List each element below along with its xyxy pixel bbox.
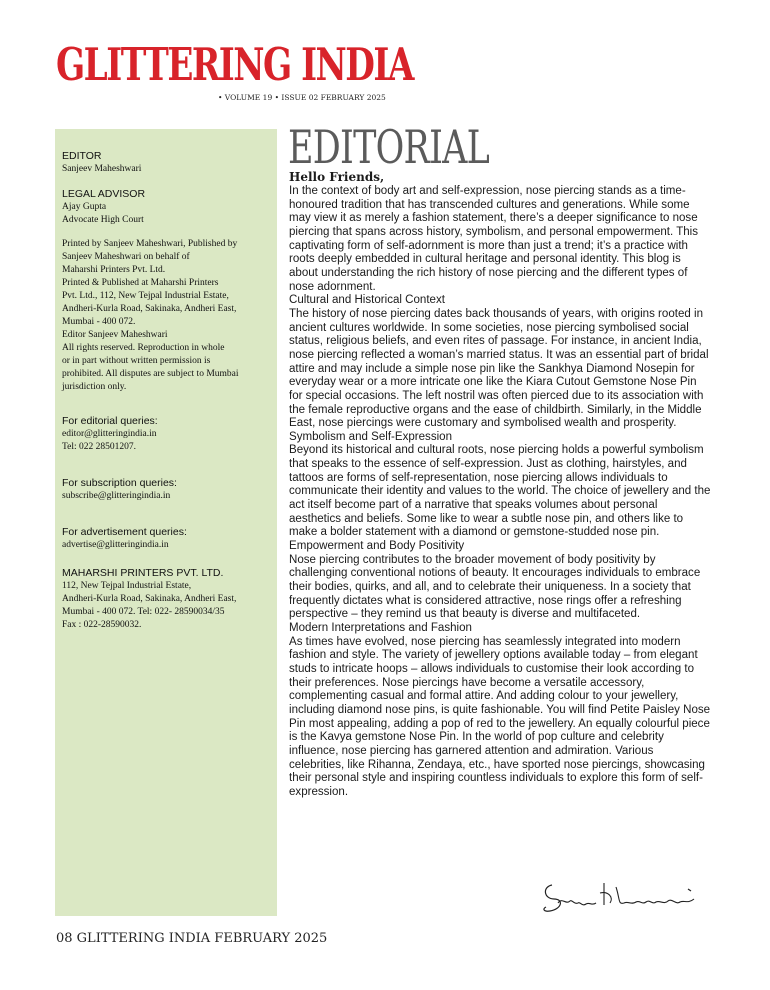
imprint-line: Andheri-Kurla Road, Sakinaka, Andheri East, bbox=[62, 304, 237, 314]
printer-block bbox=[62, 566, 269, 632]
imprint-line: Maharshi Printers Pvt. Ltd. bbox=[62, 265, 166, 275]
signature-image bbox=[538, 875, 718, 917]
subscription-email-link[interactable]: subscribe@glitteringindia.in bbox=[62, 491, 171, 501]
section-title: Symbolism and Self-Expression bbox=[289, 430, 453, 443]
imprint-line: or in part without written permission is bbox=[62, 356, 211, 366]
section-body: Beyond its historical and cultural roots, nose piercing holds a powerful symbolism that speaks to the essence of self-expression. Just as clothing, hairstyles, and tattoos are forms of self-representation, nose piercing allows individuals to communicate their identity and values to the world. The choice of jewellery and the act itself become part of a narrative that speaks volumes about personal aesthetics and beliefs. Some like to wear a subtle nose pin, and others like to make a bolder statement with a diamond or gemstone-studded nose pin. bbox=[289, 444, 711, 539]
subscription-queries-heading: For subscription queries: bbox=[62, 477, 177, 489]
imprint-line: Printed & Published at Maharshi Printers bbox=[62, 278, 219, 288]
imprint-line: Sanjeev Maheshwari on behalf of bbox=[62, 252, 190, 262]
printer-line: Fax : 022-28590032. bbox=[62, 620, 142, 630]
legal-advisor-title: Advocate High Court bbox=[62, 215, 144, 225]
sidebar bbox=[55, 129, 277, 916]
greeting: Hello Friends, bbox=[289, 170, 385, 184]
printer-line: Mumbai - 400 072. Tel: 022- 28590034/35 bbox=[62, 607, 225, 617]
editorial-queries-heading: For editorial queries: bbox=[62, 415, 158, 427]
advertisement-queries-heading: For advertisement queries: bbox=[62, 526, 187, 538]
editorial-heading: EDITORIAL bbox=[288, 120, 490, 174]
section-title: Empowerment and Body Positivity bbox=[289, 540, 465, 553]
imprint-line: jurisdiction only. bbox=[62, 382, 127, 392]
masthead-title: GLITTERING INDIA bbox=[56, 38, 413, 91]
section-title: Cultural and Historical Context bbox=[289, 294, 445, 307]
page-footer: 08 GLITTERING INDIA FEBRUARY 2025 bbox=[56, 931, 328, 946]
imprint-line: Printed by Sanjeev Maheshwari, Published by bbox=[62, 239, 238, 249]
printer-line: Andheri-Kurla Road, Sakinaka, Andheri East, bbox=[62, 594, 237, 604]
subscription-queries-block bbox=[62, 476, 269, 503]
editor-heading: EDITOR bbox=[62, 150, 102, 162]
editor-block bbox=[62, 149, 269, 176]
editor-name: Sanjeev Maheshwari bbox=[62, 164, 142, 174]
imprint-block bbox=[62, 238, 269, 394]
section-body: The history of nose piercing dates back thousands of years, with origins rooted in ancient cultures worldwide. In some societies, nose piercing symbolised social status, religious beliefs, and even rites of passage. For instance, in ancient India, nose piercing reflected a woman’s married status. It was an essential part of bridal attire and may include a simple nose pin like the Sankhya Diamond Nosepin for everyday wear or a more intricate one like the Kiara Cutout Gemstone Nose Pin for special occasions. The left nostril was often pierced due to its association with the female reproductive organs and the ease of childbirth. Similarly, in the Middle East, nose piercings were customary and symbolised wealth and prosperity. bbox=[289, 307, 709, 430]
imprint-line: Mumbai - 400 072. bbox=[62, 317, 136, 327]
legal-advisor-name: Ajay Gupta bbox=[62, 202, 107, 212]
imprint-line: All rights reserved. Reproduction in whole bbox=[62, 343, 225, 353]
editorial-tel: Tel: 022 28501207. bbox=[62, 442, 137, 452]
printer-heading: MAHARSHI PRINTERS PVT. LTD. bbox=[62, 567, 224, 579]
editorial-email-link[interactable]: editor@glitteringindia.in bbox=[62, 429, 157, 439]
section-title: Modern Interpretations and Fashion bbox=[289, 622, 472, 634]
section-body: Nose piercing contributes to the broader movement of body positivity by challenging conventional notions of beauty. It encourages individuals to embrace their bodies, quirks, and all, and to celebrate their uniqueness. In a society that frequently dictates what is considered attractive, nose rings offer a refreshing perspective – they remind us that beauty is diverse and multifaceted. bbox=[289, 553, 701, 621]
legal-advisor-block bbox=[62, 187, 269, 227]
editorial-article bbox=[289, 170, 711, 800]
editorial-queries-block bbox=[62, 414, 269, 454]
imprint-line: Pvt. Ltd., 112, New Tejpal Industrial Estate, bbox=[62, 291, 229, 301]
intro-paragraph: In the context of body art and self-expression, nose piercing stands as a time-honoured tradition that has transcended cultures and generations. While some may view it as merely a fashion statement, there’s a deeper significance to nose piercing that spans across history, symbolism, and personal empowerment. This captivating form of self-adornment is more than just a trend; it’s a practice with roots deeply embedded in cultural heritage and personal identity. This blog is about understanding the rich history of nose piercing and the different types of nose adornment. bbox=[289, 185, 699, 293]
imprint-line: Editor Sanjeev Maheshwari bbox=[62, 330, 168, 340]
printer-line: 112, New Tejpal Industrial Estate, bbox=[62, 581, 192, 591]
advertisement-email-link[interactable]: advertise@glitteringindia.in bbox=[62, 540, 169, 550]
section-body: As times have evolved, nose piercing has seamlessly integrated into modern fashion and style. The variety of jewellery options available today – from elegant studs to intricate hoops – allows individuals to customise their look according to their preferences. Nose piercings have become a versatile accessory, complementing casual and formal attire. And adding colour to your jewellery, including diamond nose pins, is quite fashionable. You will find Petite Paisley Nose Pin most appealing, adding a pop of red to the jewellery. An equally colourful piece is the Kavya gemstone Nose Pin. In the world of pop culture and celebrity influence, nose piercing has garnered attention and admiration. Various celebrities, like Rihanna, Zendaya, etc., have sported nose piercings, showcasing their personal style and inspiring countless individuals to explore this form of self-expression. bbox=[289, 635, 711, 798]
advertisement-queries-block bbox=[62, 525, 269, 552]
imprint-line: prohibited. All disputes are subject to Mumbai bbox=[62, 369, 239, 379]
legal-advisor-heading: LEGAL ADVISOR bbox=[62, 188, 146, 200]
issue-line: • VOLUME 19 • ISSUE 02 FEBRUARY 2025 bbox=[218, 93, 386, 102]
